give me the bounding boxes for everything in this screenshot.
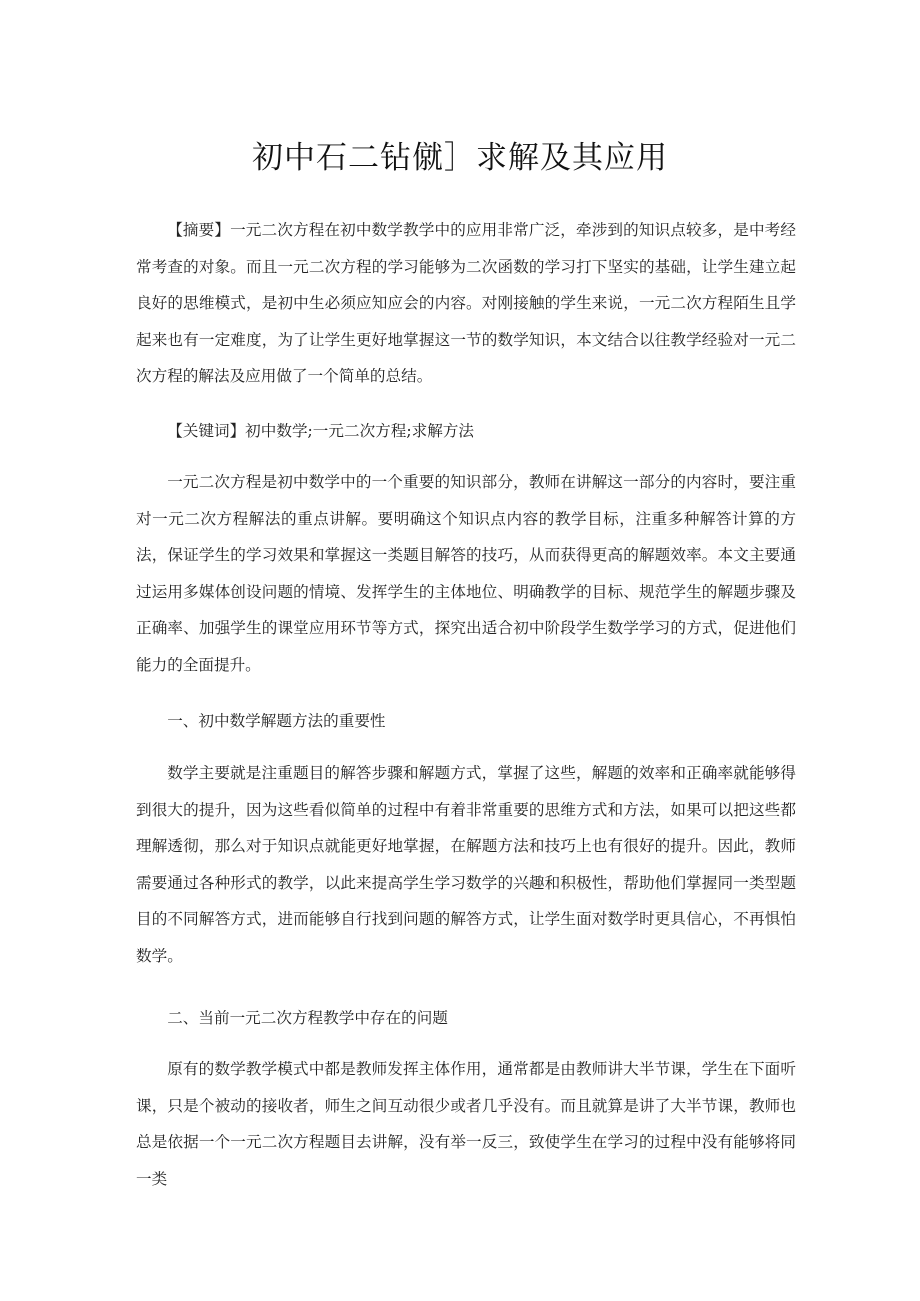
section-body (136, 755, 796, 974)
section-body-text: 原有的数学教学模式中都是教师发挥主体作用，通常都是由教师讲大半节课，学生在下面听课，只是个被动的接收者，师生之间互动很少或者几乎没有。而且就算是讲了大半节课，教师也总是依据一个一元二次方程题目去讲解，没有举一反三，致使学生在学习的过程中没有能够将同一类 (136, 1060, 796, 1188)
section-heading: 二、当前一元二次方程教学中存在的问题 (167, 1009, 448, 1027)
document-title: 初中石二钻僦］求解及其应用 (252, 140, 668, 176)
intro-text: 一元二次方程是初中数学中的一个重要的知识部分，教师在讲解这一部分的内容时，要注重对一元二次方程解法的重点讲解。要明确这个知识点内容的教学目标，注重多种解答计算的方法，保证学生的学习效果和掌握这一类题目解答的技巧，从而获得更高的解题效率。本文主要通过运用多媒体创设问题的情境、发挥学生的主体地位、明确教学的目标、规范学生的解题步骤及正确率、加强学生的课堂应用环节等方式，探究出适合初中阶段学生数学学习的方式，促进他们能力的全面提升。 (136, 473, 796, 674)
abstract-text: 【摘要】一元二次方程在初中数学教学中的应用非常广泛，牵涉到的知识点较多，是中考经常考查的对象。而且一元二次方程的学习能够为二次函数的学习打下坚实的基础，让学生建立起良好的思维模式，是初中生必须应知应会的内容。对刚接触的学生来说，一元二次方程陌生且学起来也有一定难度，为了让学生更好地掌握这一节的数学知识，本文结合以往教学经验对一元二次方程的解法及应用做了一个简单的总结。 (136, 221, 796, 385)
section-body (136, 1051, 796, 1197)
keywords-line: 【关键词】初中数学;一元二次方程;求解方法 (167, 422, 474, 440)
intro-paragraph (136, 464, 796, 683)
section-heading: 一、初中数学解题方法的重要性 (167, 712, 386, 730)
section-body-text: 数学主要就是注重题目的解答步骤和解题方式，掌握了这些，解题的效率和正确率就能够得到很大的提升，因为这些看似简单的过程中有着非常重要的思维方式和方法，如果可以把这些都理解透彻，那么对于知识点就能更好地掌握，在解题方法和技巧上也有很好的提升。因此，教师需要通过各种形式的教学，以此来提高学生学习数学的兴趣和积极性，帮助他们掌握同一类型题目的不同解答方式，进而能够自行找到问题的解答方式，让学生面对数学时更具信心，不再惧怕数学。 (136, 764, 796, 965)
abstract-paragraph (136, 212, 796, 395)
